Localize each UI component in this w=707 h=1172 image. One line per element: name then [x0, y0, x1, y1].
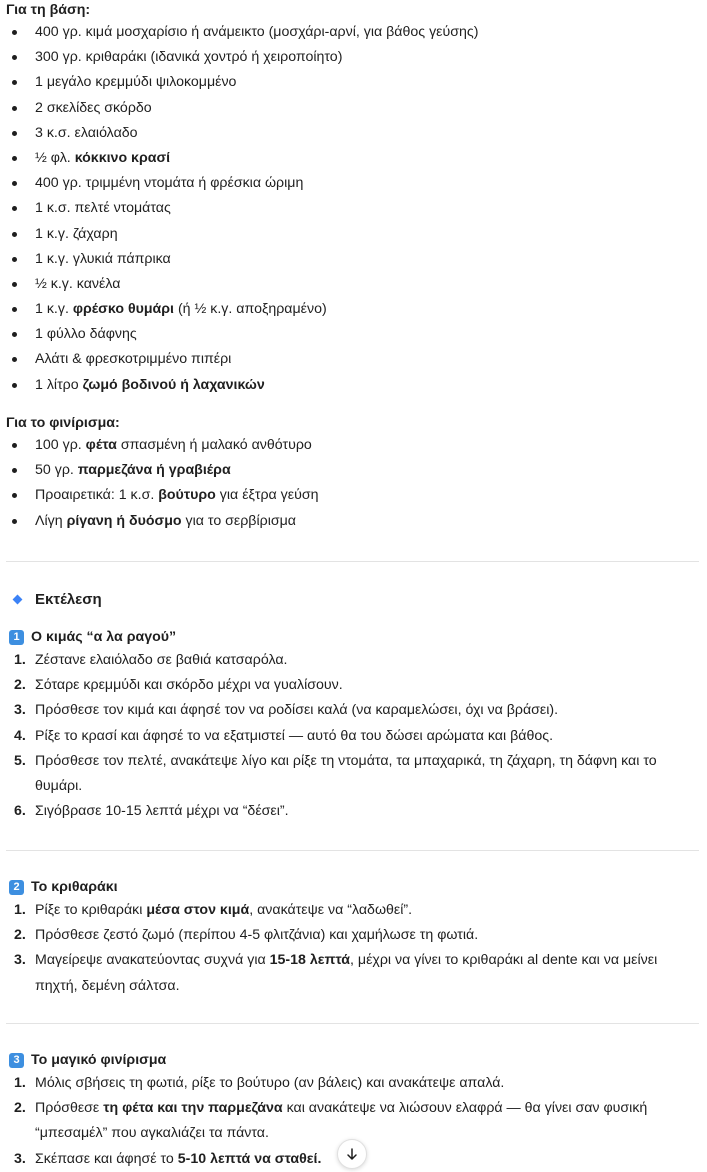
step-item [0, 923, 707, 948]
ingredient-item [0, 96, 707, 121]
step-item [0, 698, 707, 723]
step-emphasis: 5-10 λεπτά να σταθεί. [177, 1150, 322, 1167]
step-item [0, 648, 707, 673]
step1-heading [9, 627, 176, 647]
ingredient-emphasis: βούτυρο [158, 487, 216, 504]
step-emphasis: μέσα στον κιμά [146, 902, 250, 918]
step-item [0, 673, 707, 698]
ingredient-item [0, 171, 707, 196]
step-text-tail: και ανακάτεψε να λιώσουν ελαφρά — θα γίνει σαν φυσική “μπεσαμέλ” που αγκαλιάζει τα πάντα. [35, 1100, 648, 1142]
ingredient-emphasis: ζωμό βοδινού ή λαχανικών [82, 376, 265, 393]
ingredient-item [0, 45, 707, 70]
ingredient-item [0, 322, 707, 347]
step-number: 5. [14, 752, 26, 769]
step-number: 1. [14, 902, 26, 918]
step-item [0, 749, 707, 799]
ingredient-emphasis: παρμεζάνα ή γραβιέρα [77, 462, 231, 479]
ingredient-text: 400 γρ. κιμά μοσχαρίσιο ή ανάμεικτο (μοσχάρι-αρνί, για βάθος γεύσης) [35, 24, 479, 40]
step-text: Σκέπασε και άφησέ το [35, 1150, 178, 1167]
ingredient-emphasis: φρέσκο θυμάρι [72, 301, 174, 318]
ingredient-text: 300 γρ. κριθαράκι (ιδανικά χοντρό ή χειροποίητο) [35, 49, 343, 66]
step-item [0, 948, 707, 998]
step-number: 1. [14, 1075, 26, 1091]
ingredient-item [0, 146, 707, 171]
ingredient-item [0, 297, 707, 322]
ingredient-text: 50 γρ. [35, 462, 78, 479]
finish-heading: Για το φινίρισμα: [6, 415, 120, 431]
step-number: 2. [14, 1100, 26, 1117]
step-item [0, 898, 707, 923]
step2-list [0, 898, 707, 999]
ingredient-text: 2 σκελίδες σκόρδο [35, 99, 152, 116]
ingredient-text: Αλάτι & φρεσκοτριμμένο πιπέρι [35, 351, 232, 368]
ingredient-text: 1 φύλλο δάφνης [35, 326, 137, 343]
ingredient-item [0, 483, 707, 508]
number-3-icon: 3 [9, 1053, 24, 1068]
step-number: 3. [14, 1150, 26, 1167]
number-2-icon: 2 [9, 880, 24, 895]
divider-3 [6, 1023, 699, 1024]
ingredient-note: για έξτρα γεύση [215, 487, 319, 504]
step-number: 6. [14, 803, 26, 820]
step3-heading [9, 1050, 166, 1070]
ingredient-item [0, 247, 707, 272]
ingredient-emphasis: φέτα [85, 437, 117, 453]
ingredient-emphasis: ρίγανη ή δυόσμο [66, 512, 182, 529]
scroll-down-button[interactable] [337, 1139, 367, 1169]
ingredient-item [0, 272, 707, 297]
step-emphasis: τη φέτα και την παρμεζάνα [103, 1100, 283, 1117]
ingredient-emphasis: κόκκινο κρασί [74, 149, 171, 166]
step-text: Πρόσθεσε τον κιμά και άφησέ τον να ροδίσει καλά (να καραμελώσει, όχι να βράσει). [35, 702, 559, 719]
ingredient-item [0, 373, 707, 398]
number-1-icon: 1 [9, 630, 24, 645]
ingredient-item [0, 458, 707, 483]
step-number: 3. [14, 702, 26, 719]
step-number: 1. [14, 652, 26, 668]
step-text: Σόταρε κρεμμύδι και σκόρδο μέχρι να γυαλίσουν. [35, 677, 343, 694]
execution-title [12, 591, 102, 608]
ingredient-text: ½ φλ. [35, 149, 75, 166]
step-text: Ρίξε το κριθαράκι [35, 902, 147, 918]
ingredient-text: Προαιρετικά: 1 κ.σ. [35, 487, 159, 504]
ingredient-text: 1 μεγάλο κρεμμύδι ψιλοκομμένο [35, 74, 237, 91]
step3-title: Το μαγικό φινίρισμα [31, 1052, 167, 1068]
step-text-tail: , μέχρι να γίνει το κριθαράκι al dente και να μείνει πηχτή, δεμένη σάλτσα. [35, 952, 658, 994]
step-item [0, 1071, 707, 1096]
ingredient-text: 1 κ.γ. γλυκιά πάπρικα [35, 250, 171, 267]
step-text: Μόλις σβήσεις τη φωτιά, ρίξε το βούτυρο (αν βάλεις) και ανακάτεψε απαλά. [35, 1075, 505, 1091]
base-ingredient-list [0, 20, 707, 398]
ingredient-item [0, 70, 707, 95]
step-text: Σιγόβρασε 10-15 λεπτά μέχρι να “δέσει”. [35, 803, 289, 820]
ingredient-text: 3 κ.σ. ελαιόλαδο [35, 124, 138, 141]
step1-title: Ο κιμάς “α λα ραγού” [31, 629, 177, 645]
ingredient-note: για το σερβίρισμα [181, 512, 296, 529]
ingredient-item [0, 196, 707, 221]
step-text: Πρόσθεσε τον πελτέ, ανακάτεψε λίγο και ρίξε τη ντομάτα, τα μπαχαρικά, τη ζάχαρη, τη δάφνη και το θυμάρι. [35, 752, 657, 795]
ingredient-item [0, 222, 707, 247]
base-heading: Για τη βάση: [6, 2, 91, 18]
ingredient-item [0, 20, 707, 45]
base-section [0, 0, 707, 398]
ingredient-text: Λίγη [35, 512, 67, 529]
ingredient-item [0, 433, 707, 458]
step-text: Ρίξε το κρασί και άφησέ το να εξατμιστεί — αυτό θα του δώσει αρώματα και βάθος. [35, 727, 554, 744]
ingredient-text: ½ κ.γ. κανέλα [35, 275, 121, 292]
step2-title: Το κριθαράκι [31, 879, 118, 895]
step-text: Πρόσθεσε ζεστό ζωμό (περίπου 4-5 φλιτζάνια) και χαμήλωσε τη φωτιά. [35, 927, 479, 944]
ingredient-text: 400 γρ. τριμμένη ντομάτα ή φρέσκια ώριμη [35, 175, 304, 192]
diamond-icon [13, 595, 23, 605]
step-emphasis: 15-18 λεπτά [269, 952, 351, 969]
step-number: 3. [14, 952, 26, 969]
step1-list [0, 648, 707, 824]
step-item [0, 724, 707, 749]
ingredient-text: 1 κ.γ. [35, 301, 73, 318]
execution-title-text: Εκτέλεση [35, 591, 102, 608]
divider-1 [6, 561, 699, 562]
step-number: 4. [14, 727, 26, 744]
finish-ingredient-list [0, 433, 707, 534]
ingredient-item [0, 509, 707, 534]
step-text-tail: , ανακάτεψε να “λαδωθεί”. [249, 902, 413, 918]
ingredient-item [0, 121, 707, 146]
step-number: 2. [14, 927, 26, 944]
ingredient-text: 1 κ.σ. πελτέ ντομάτας [35, 200, 171, 217]
ingredient-item [0, 347, 707, 372]
step-text: Ζέστανε ελαιόλαδο σε βαθιά κατσαρόλα. [35, 652, 288, 668]
step-text: Μαγείρεψε ανακατεύοντας συχνά για [35, 952, 270, 969]
finish-section [0, 413, 707, 534]
ingredient-note: (ή ½ κ.γ. αποξηραμένο) [174, 301, 327, 318]
ingredient-note: σπασμένη ή μαλακό ανθότυρο [116, 437, 312, 453]
step-item [0, 799, 707, 824]
step2-heading [9, 877, 118, 897]
ingredient-text: 100 γρ. [35, 437, 86, 453]
divider-2 [6, 850, 699, 851]
step-number: 2. [14, 677, 26, 694]
step-text: Πρόσθεσε [35, 1100, 104, 1117]
ingredient-text: 1 λίτρο [35, 376, 83, 393]
ingredient-text: 1 κ.γ. ζάχαρη [35, 225, 118, 242]
arrow-down-icon [345, 1147, 359, 1161]
